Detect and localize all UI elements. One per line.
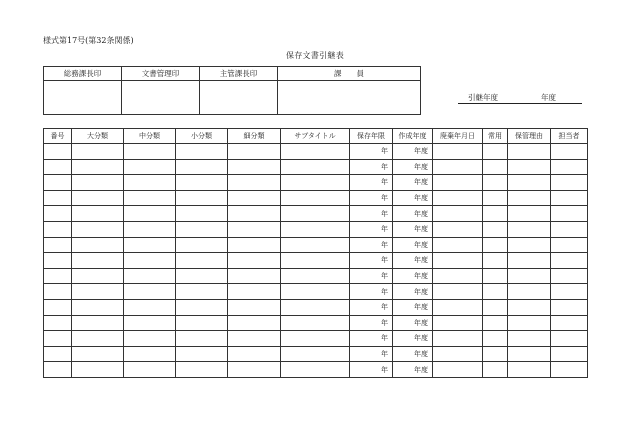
table-cell bbox=[551, 362, 588, 378]
creation-year-cell: 年度 bbox=[393, 284, 433, 300]
table-cell bbox=[281, 175, 350, 191]
table-cell bbox=[176, 221, 228, 237]
table-cell bbox=[508, 331, 551, 347]
table-cell bbox=[483, 237, 508, 253]
retention-period-cell: 年 bbox=[350, 206, 393, 222]
table-cell bbox=[433, 346, 483, 362]
table-cell bbox=[176, 206, 228, 222]
table-row bbox=[44, 346, 588, 362]
table-row bbox=[44, 299, 588, 315]
stamp-header-staff: 課 員 bbox=[278, 67, 421, 81]
table-cell bbox=[433, 175, 483, 191]
retention-period-cell: 年 bbox=[350, 315, 393, 331]
table-cell bbox=[281, 331, 350, 347]
table-cell bbox=[176, 175, 228, 191]
table-cell bbox=[124, 284, 176, 300]
table-cell bbox=[281, 284, 350, 300]
table-cell bbox=[228, 253, 281, 269]
table-cell bbox=[124, 190, 176, 206]
table-cell bbox=[433, 362, 483, 378]
creation-year-cell: 年度 bbox=[393, 268, 433, 284]
table-cell bbox=[433, 299, 483, 315]
table-cell bbox=[551, 253, 588, 269]
document-transfer-ledger bbox=[43, 128, 588, 378]
table-cell bbox=[72, 175, 124, 191]
table-cell bbox=[433, 284, 483, 300]
table-cell bbox=[72, 221, 124, 237]
table-cell bbox=[551, 206, 588, 222]
creation-year-cell: 年度 bbox=[393, 346, 433, 362]
table-cell bbox=[228, 346, 281, 362]
retention-period-cell: 年 bbox=[350, 331, 393, 347]
table-cell bbox=[72, 144, 124, 160]
table-cell bbox=[281, 206, 350, 222]
header-retention-period: 保存年限 bbox=[350, 129, 393, 144]
table-cell bbox=[508, 221, 551, 237]
table-cell bbox=[124, 206, 176, 222]
creation-year-cell: 年度 bbox=[393, 144, 433, 160]
creation-year-cell: 年度 bbox=[393, 159, 433, 175]
header-middle-category: 中分類 bbox=[124, 129, 176, 144]
table-cell bbox=[551, 268, 588, 284]
table-cell bbox=[508, 253, 551, 269]
table-cell bbox=[124, 144, 176, 160]
table-cell bbox=[483, 284, 508, 300]
table-cell bbox=[124, 253, 176, 269]
table-cell bbox=[176, 237, 228, 253]
table-cell bbox=[483, 268, 508, 284]
table-cell bbox=[72, 284, 124, 300]
approval-stamp-box bbox=[43, 66, 421, 115]
table-cell bbox=[281, 237, 350, 253]
table-cell bbox=[124, 315, 176, 331]
table-cell bbox=[124, 362, 176, 378]
table-row bbox=[44, 144, 588, 160]
table-row bbox=[44, 175, 588, 191]
table-cell bbox=[483, 362, 508, 378]
table-cell bbox=[483, 315, 508, 331]
stamp-header-section-chief: 主管課長印 bbox=[200, 67, 278, 81]
table-cell bbox=[508, 284, 551, 300]
table-cell bbox=[551, 331, 588, 347]
creation-year-cell: 年度 bbox=[393, 221, 433, 237]
table-cell bbox=[483, 206, 508, 222]
table-cell bbox=[72, 331, 124, 347]
table-cell bbox=[508, 175, 551, 191]
table-cell bbox=[483, 253, 508, 269]
retention-period-cell: 年 bbox=[350, 346, 393, 362]
table-cell bbox=[551, 299, 588, 315]
table-cell bbox=[281, 190, 350, 206]
table-cell bbox=[551, 190, 588, 206]
retention-period-cell: 年 bbox=[350, 299, 393, 315]
table-cell bbox=[44, 362, 72, 378]
table-cell bbox=[281, 159, 350, 175]
creation-year-cell: 年度 bbox=[393, 299, 433, 315]
table-cell bbox=[44, 144, 72, 160]
table-cell bbox=[551, 284, 588, 300]
table-cell bbox=[228, 315, 281, 331]
retention-period-cell: 年 bbox=[350, 190, 393, 206]
table-cell bbox=[124, 346, 176, 362]
table-cell bbox=[433, 268, 483, 284]
creation-year-cell: 年度 bbox=[393, 362, 433, 378]
table-cell bbox=[433, 237, 483, 253]
table-cell bbox=[44, 190, 72, 206]
table-cell bbox=[228, 331, 281, 347]
table-cell bbox=[551, 159, 588, 175]
creation-year-cell: 年度 bbox=[393, 253, 433, 269]
header-disposal-date: 廃棄年月日 bbox=[433, 129, 483, 144]
table-row bbox=[44, 315, 588, 331]
table-cell bbox=[508, 268, 551, 284]
table-row bbox=[44, 159, 588, 175]
table-row bbox=[44, 221, 588, 237]
transfer-year-suffix: 年度 bbox=[541, 93, 556, 102]
table-cell bbox=[72, 362, 124, 378]
table-cell bbox=[44, 268, 72, 284]
table-cell bbox=[508, 159, 551, 175]
table-cell bbox=[72, 315, 124, 331]
creation-year-cell: 年度 bbox=[393, 175, 433, 191]
retention-period-cell: 年 bbox=[350, 284, 393, 300]
table-row bbox=[44, 206, 588, 222]
table-cell bbox=[176, 190, 228, 206]
creation-year-cell: 年度 bbox=[393, 206, 433, 222]
table-cell bbox=[176, 331, 228, 347]
table-cell bbox=[483, 221, 508, 237]
table-cell bbox=[124, 331, 176, 347]
table-cell bbox=[72, 237, 124, 253]
table-cell bbox=[281, 268, 350, 284]
table-cell bbox=[44, 237, 72, 253]
creation-year-cell: 年度 bbox=[393, 190, 433, 206]
table-cell bbox=[281, 253, 350, 269]
table-cell bbox=[483, 144, 508, 160]
table-cell bbox=[281, 346, 350, 362]
table-cell bbox=[176, 362, 228, 378]
table-cell bbox=[551, 315, 588, 331]
table-cell bbox=[433, 221, 483, 237]
table-cell bbox=[433, 331, 483, 347]
table-cell bbox=[228, 237, 281, 253]
table-cell bbox=[551, 175, 588, 191]
form-number-label: 様式第17号(第32条関係) bbox=[43, 36, 134, 45]
header-storage-reason: 保管理由 bbox=[508, 129, 551, 144]
table-cell bbox=[228, 268, 281, 284]
retention-period-cell: 年 bbox=[350, 253, 393, 269]
ledger-header-row bbox=[44, 129, 588, 144]
header-creation-year: 作成年度 bbox=[393, 129, 433, 144]
table-cell bbox=[176, 144, 228, 160]
table-row bbox=[44, 362, 588, 378]
table-row bbox=[44, 268, 588, 284]
table-cell bbox=[228, 144, 281, 160]
table-cell bbox=[228, 206, 281, 222]
table-cell bbox=[124, 159, 176, 175]
table-cell bbox=[176, 299, 228, 315]
table-cell bbox=[176, 284, 228, 300]
table-cell bbox=[124, 237, 176, 253]
table-cell bbox=[281, 221, 350, 237]
table-cell bbox=[483, 299, 508, 315]
table-cell bbox=[228, 362, 281, 378]
table-cell bbox=[433, 159, 483, 175]
table-cell bbox=[508, 144, 551, 160]
table-cell bbox=[281, 144, 350, 160]
table-cell bbox=[483, 159, 508, 175]
table-cell bbox=[124, 221, 176, 237]
table-cell bbox=[433, 253, 483, 269]
table-cell bbox=[44, 315, 72, 331]
table-row bbox=[44, 190, 588, 206]
table-row bbox=[44, 237, 588, 253]
table-cell bbox=[508, 346, 551, 362]
table-cell bbox=[228, 159, 281, 175]
creation-year-cell: 年度 bbox=[393, 331, 433, 347]
retention-period-cell: 年 bbox=[350, 175, 393, 191]
table-cell bbox=[508, 190, 551, 206]
table-cell bbox=[44, 284, 72, 300]
table-cell bbox=[433, 190, 483, 206]
stamp-cell-general-affairs-chief bbox=[44, 81, 122, 115]
transfer-year-field bbox=[458, 93, 582, 104]
table-cell bbox=[483, 175, 508, 191]
retention-period-cell: 年 bbox=[350, 362, 393, 378]
table-cell bbox=[44, 331, 72, 347]
table-cell bbox=[72, 299, 124, 315]
table-cell bbox=[72, 190, 124, 206]
table-cell bbox=[508, 299, 551, 315]
header-major-category: 大分類 bbox=[72, 129, 124, 144]
table-cell bbox=[508, 237, 551, 253]
table-cell bbox=[176, 346, 228, 362]
table-cell bbox=[124, 299, 176, 315]
table-cell bbox=[228, 190, 281, 206]
table-row bbox=[44, 331, 588, 347]
header-person-in-charge: 担当者 bbox=[551, 129, 588, 144]
table-cell bbox=[508, 362, 551, 378]
table-cell bbox=[433, 206, 483, 222]
table-cell bbox=[176, 268, 228, 284]
table-cell bbox=[44, 206, 72, 222]
table-cell bbox=[281, 315, 350, 331]
ledger-body bbox=[44, 144, 588, 378]
creation-year-cell: 年度 bbox=[393, 237, 433, 253]
table-row bbox=[44, 253, 588, 269]
table-cell bbox=[44, 159, 72, 175]
table-cell bbox=[483, 331, 508, 347]
table-cell bbox=[281, 362, 350, 378]
retention-period-cell: 年 bbox=[350, 144, 393, 160]
table-cell bbox=[44, 346, 72, 362]
stamp-cell-staff bbox=[278, 81, 421, 115]
stamp-cell-section-chief bbox=[200, 81, 278, 115]
table-cell bbox=[44, 253, 72, 269]
table-cell bbox=[508, 206, 551, 222]
table-cell bbox=[44, 175, 72, 191]
stamp-header-general-affairs-chief: 総務課長印 bbox=[44, 67, 122, 81]
table-cell bbox=[44, 299, 72, 315]
table-cell bbox=[508, 315, 551, 331]
table-cell bbox=[551, 237, 588, 253]
stamp-header-document-manager: 文書管理印 bbox=[122, 67, 200, 81]
header-sub-category: 細分類 bbox=[228, 129, 281, 144]
table-cell bbox=[551, 221, 588, 237]
table-cell bbox=[72, 346, 124, 362]
header-subtitle: サブタイトル bbox=[281, 129, 350, 144]
table-cell bbox=[124, 175, 176, 191]
table-cell bbox=[551, 144, 588, 160]
table-cell bbox=[176, 159, 228, 175]
retention-period-cell: 年 bbox=[350, 221, 393, 237]
table-cell bbox=[228, 299, 281, 315]
retention-period-cell: 年 bbox=[350, 268, 393, 284]
document-title: 保存文書引継表 bbox=[285, 51, 345, 60]
table-cell bbox=[281, 299, 350, 315]
table-cell bbox=[433, 144, 483, 160]
table-cell bbox=[483, 346, 508, 362]
table-cell bbox=[72, 206, 124, 222]
table-cell bbox=[551, 346, 588, 362]
table-cell bbox=[483, 190, 508, 206]
table-cell bbox=[228, 175, 281, 191]
stamp-cell-document-manager bbox=[122, 81, 200, 115]
table-cell bbox=[176, 315, 228, 331]
table-cell bbox=[72, 253, 124, 269]
header-minor-category: 小分類 bbox=[176, 129, 228, 144]
table-cell bbox=[228, 221, 281, 237]
creation-year-cell: 年度 bbox=[393, 315, 433, 331]
table-cell bbox=[72, 159, 124, 175]
header-frequent-use: 常用 bbox=[483, 129, 508, 144]
table-cell bbox=[72, 268, 124, 284]
table-cell bbox=[176, 253, 228, 269]
retention-period-cell: 年 bbox=[350, 159, 393, 175]
retention-period-cell: 年 bbox=[350, 237, 393, 253]
table-cell bbox=[44, 221, 72, 237]
transfer-year-label: 引継年度 bbox=[468, 93, 498, 102]
table-cell bbox=[228, 284, 281, 300]
table-row bbox=[44, 284, 588, 300]
table-cell bbox=[433, 315, 483, 331]
table-cell bbox=[124, 268, 176, 284]
header-number: 番号 bbox=[44, 129, 72, 144]
